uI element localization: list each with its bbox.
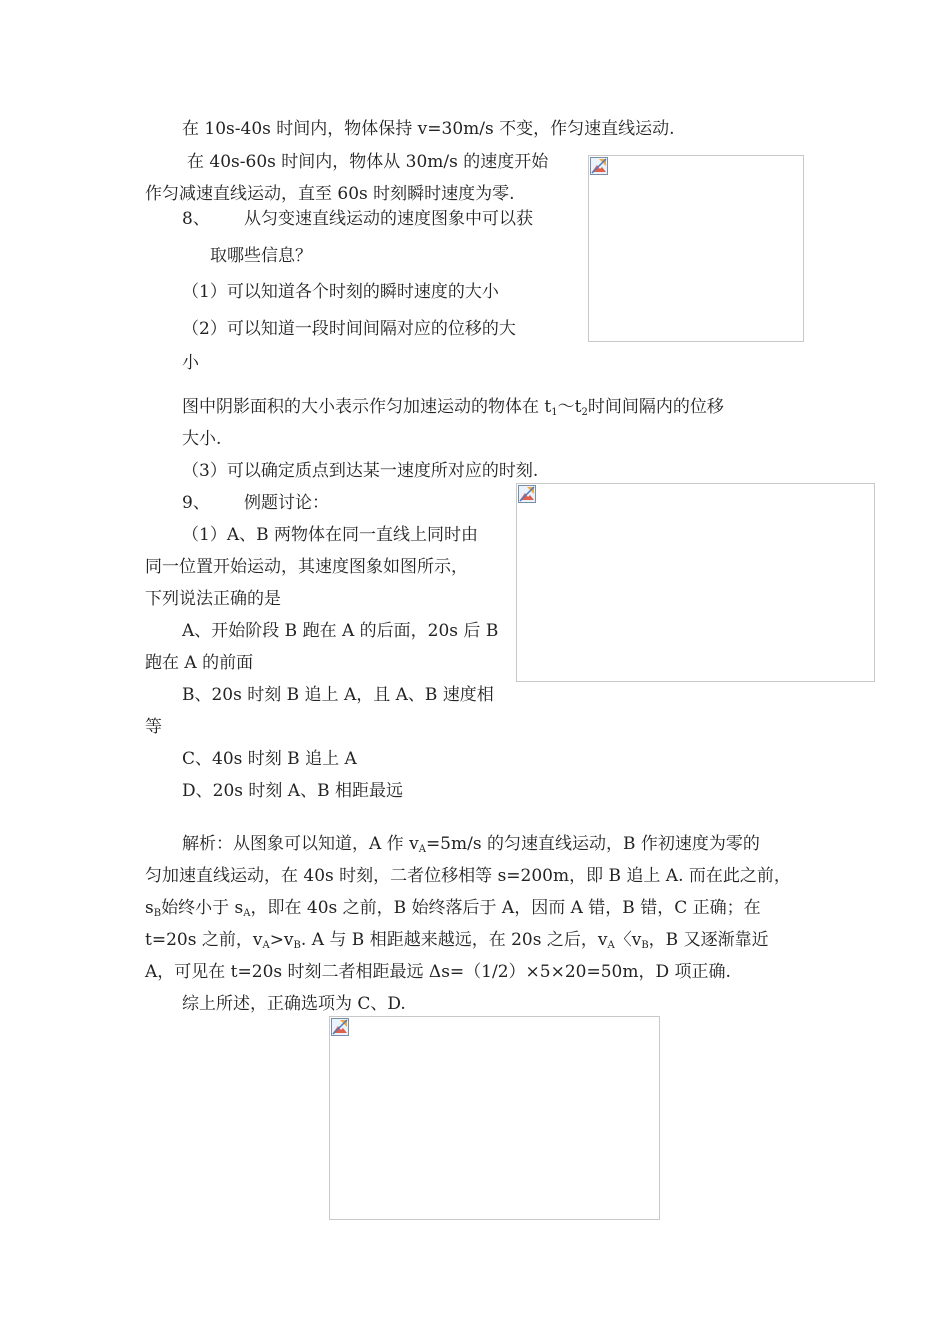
analysis-graph-image: [329, 1016, 660, 1220]
subscript: B: [153, 908, 162, 919]
text-segment: ，B 又逐渐靠近: [648, 930, 769, 950]
subscript: A: [607, 940, 615, 951]
text-line: （3）可以确定质点到达某一速度所对应的时刻.: [182, 461, 539, 481]
text-segment: s: [145, 898, 154, 918]
text-line: （2）可以知道一段时间间隔对应的位移的大: [182, 319, 516, 339]
option-c: C、40s 时刻 B 追上 A: [182, 749, 357, 769]
text-line: 大小.: [182, 429, 222, 449]
subscript: 2: [581, 407, 588, 418]
option-b-cont: 等: [145, 717, 162, 737]
text-line: 下列说法正确的是: [145, 589, 281, 609]
text-segment: 时间间隔内的位移: [587, 397, 724, 417]
text-segment: t=20s 之前，v: [145, 930, 263, 950]
option-d: D、20s 时刻 A、B 相距最远: [182, 781, 403, 801]
analysis-line: A，可见在 t=20s 时刻二者相距最远 Δs=（1/2）×5×20=50m，D 项正确.: [145, 962, 731, 982]
analysis-line: [145, 929, 769, 957]
question-number: 8、: [182, 209, 210, 229]
velocity-graph-image: [588, 155, 804, 342]
text-line: 小: [182, 353, 199, 373]
text-line: （1）A、B 两物体在同一直线上同时由: [182, 525, 478, 545]
broken-image-icon: [590, 157, 608, 175]
question-text: 例题讨论：: [244, 493, 329, 513]
text-segment: 图中阴影面积的大小表示作匀加速运动的物体在 t: [182, 397, 552, 417]
subscript: B: [293, 940, 301, 951]
text-segment: 解析：从图象可以知道，A 作 v: [182, 834, 419, 854]
subscript: B: [641, 940, 649, 951]
text-segment: =5m/s 的匀速直线运动，B 作初速度为零的: [425, 834, 760, 854]
option-a-cont: 跑在 A 的前面: [145, 653, 254, 673]
text-line: [182, 396, 724, 424]
analysis-line: 综上所述，正确选项为 C、D.: [182, 994, 406, 1014]
text-line: 在 10s-40s 时间内，物体保持 v=30m/s 不变，作匀速直线运动.: [182, 119, 675, 139]
text-segment: ～t: [557, 397, 582, 417]
option-b: B、20s 时刻 B 追上 A，且 A、B 速度相: [182, 685, 494, 705]
subscript: A: [418, 844, 426, 855]
text-segment: 〈v: [614, 930, 642, 950]
question-text: 取哪些信息？: [210, 246, 312, 266]
subscript: A: [262, 940, 270, 951]
analysis-line: 匀加速直线运动，在 40s 时刻，二者位移相等 s=200m，即 B 追上 A. 而在此之前，: [145, 866, 791, 886]
option-a: A、开始阶段 B 跑在 A 的后面，20s 后 B: [182, 621, 499, 641]
text-line: 同一位置开始运动，其速度图象如图所示，: [145, 557, 468, 577]
text-segment: 始终小于 s: [161, 898, 244, 918]
subscript: 1: [551, 407, 558, 418]
analysis-line: [145, 897, 761, 925]
text-line: 在 40s-60s 时间内，物体从 30m/s 的速度开始: [187, 152, 549, 172]
text-line: （1）可以知道各个时刻的瞬时速度的大小: [182, 282, 499, 302]
text-line: 作匀减速直线运动，直至 60s 时刻瞬时速度为零.: [145, 184, 515, 204]
analysis-line: [182, 833, 760, 861]
question-text: 从匀变速直线运动的速度图象中可以获: [244, 209, 533, 229]
broken-image-icon: [518, 485, 536, 503]
broken-image-icon: [331, 1018, 349, 1036]
text-segment: . A 与 B 相距越来越远，在 20s 之后，v: [300, 930, 608, 950]
text-segment: ，即在 40s 之前，B 始终落后于 A，因而 A 错，B 错，C 正确；在: [250, 898, 761, 918]
example-graph-image: [516, 483, 875, 682]
subscript: A: [243, 908, 251, 919]
text-segment: >v: [269, 930, 294, 950]
question-number: 9、: [182, 493, 210, 513]
